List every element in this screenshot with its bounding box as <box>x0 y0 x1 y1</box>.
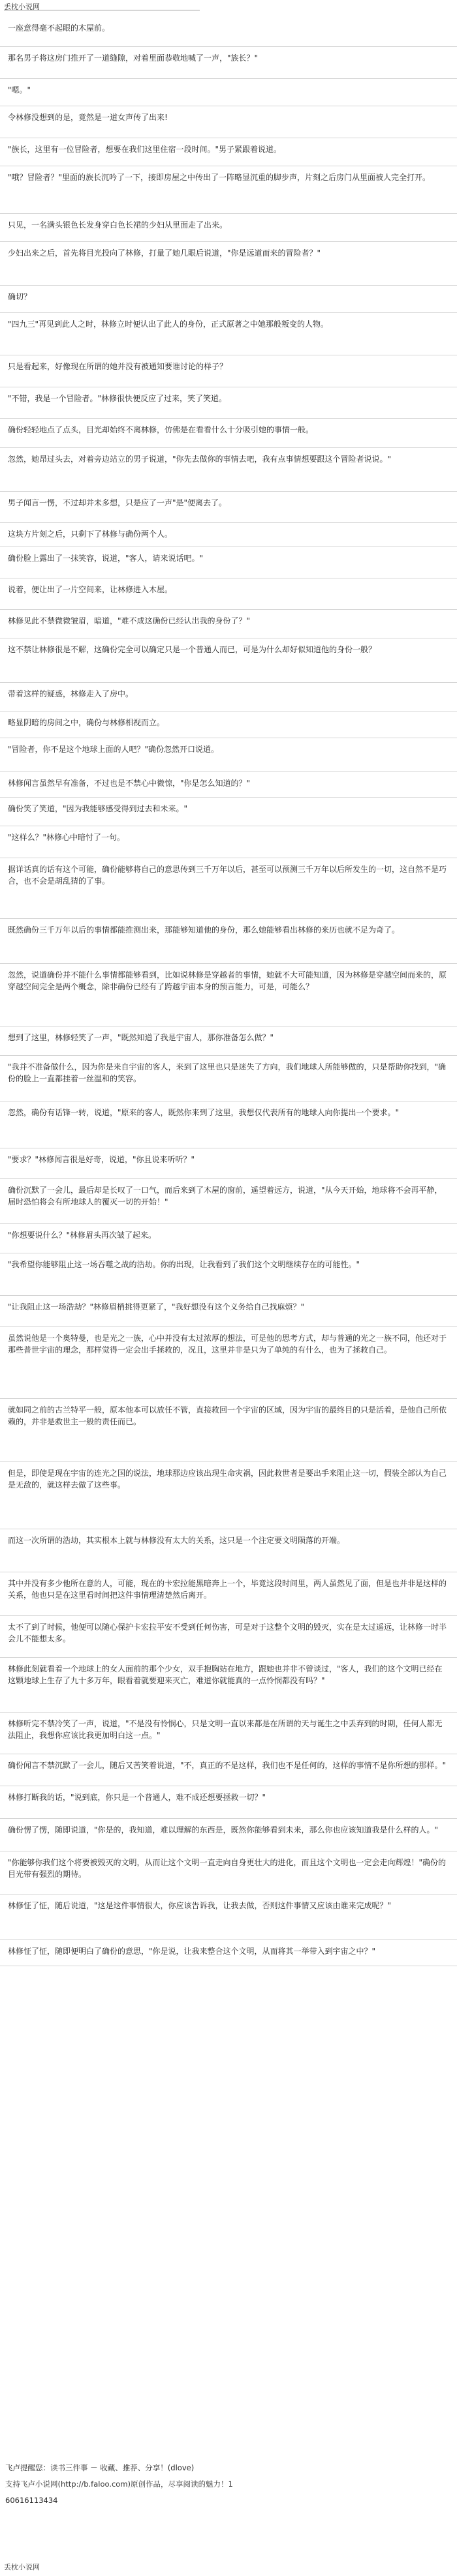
paragraph: 想到了这里，林修轻笑了一声，"既然知道了我是宇宙人，那你准备怎么做？" <box>0 1026 457 1056</box>
paragraph: 一座意得毫不起眼的木屋前。 <box>0 17 457 47</box>
paragraph: 忽然，确份有话锋一转，说道，"原来的客人，既然你来到了这里，我想仅代表所有的地球人向你提出一个要求。" <box>0 1101 457 1148</box>
paragraph: 少妇出来之后，首先将目光投向了林修，打量了她几眼后说道，"你是远道而来的冒险者？" <box>0 242 457 286</box>
paragraph: "不错，我是一个冒险者。"林修很快便反应了过来，笑了笑道。 <box>0 387 457 419</box>
paragraph: 确份沉默了一会儿，最后却是长叹了一口气，而后来到了木屋的窗前，遥望着远方，说道，"从今天开始，地球将不会再平静，届时恐怕将会有所地球人的覆灭一切的开始！" <box>0 1179 457 1224</box>
footer-reminder-text: 飞卢提醒您：读书三件事 － 收藏、推荐、分享！(dlove) <box>5 2463 195 2472</box>
paragraph: 虽然说他是一个奥特曼，也是光之一族，心中并没有太过浓厚的想法，可是他的思考方式，却与普通的光之一族不同，他还对于那些普世宇宙的理念，那样觉得一定会出手拯救的，况且，这里并非是只为了单纯的有什么，也为了拯救自己。 <box>0 1327 457 1399</box>
paragraph: "族长，这里有一位冒险者，想要在我们这里住宿一段时间。"男子紧跟着说道。 <box>0 138 457 166</box>
paragraph: 男子闻言一愣，不过却并未多想，只是应了一声"是"便离去了。 <box>0 492 457 523</box>
paragraph: 忽然，她昂过头去，对着旁边站立的男子说道，"你先去做你的事情去吧，我有点事情想要跟这个冒险者说说。" <box>0 448 457 492</box>
paragraph: "四九三"再见到此人之时，林修立时便认出了此人的身份，正式原著之中她那般叛变的人物。 <box>0 313 457 355</box>
paragraph: 林修怔了怔，随后说道，"这是这件事情很大，你应该告诉我，让我去做，否则这件事情又应该由谁来完成呢？" <box>0 1895 457 1940</box>
paragraph: 林修打断我的话，"说到底，你只是一个普通人，难不成还想要拯救一切？" <box>0 1786 457 1819</box>
paragraph: 林修见此不禁微微皱眉，暗道，"难不成这确份已经认出我的身份了？" <box>0 610 457 638</box>
paragraph: "冒险者，你不是这个地球上面的人吧？"确份忽然开口说道。 <box>0 738 457 772</box>
site-title-top: 丢枕小说网 <box>4 3 40 11</box>
paragraph: 说着，便让出了一片空间来，让林修进入木屋。 <box>0 578 457 610</box>
chapter-content <box>0 17 457 1966</box>
paragraph: 既然确份三千万年以后的事情都能推测出来，那能够知道他的身份，那么她能够看出林修的来历也就不足为奇了。 <box>0 919 457 964</box>
paragraph: "要求？"林修闻言很是好奇，说道，"你且说来听听？" <box>0 1148 457 1179</box>
paragraph: "让我阻止这一场浩劫？"林修眉梢挑得更紧了，"我好想没有这个义务给自己找麻烦？" <box>0 1296 457 1327</box>
paragraph: 只见，一名满头银色长发身穿白色长裙的少妇从里面走了出来。 <box>0 214 457 242</box>
paragraph: 据详话真的话有这个可能，确份能够将自己的意思传到三千万年以后，甚至可以预测三千万年以后所发生的一切，这自然不是巧合，也不会是胡乱猜的了事。 <box>0 858 457 919</box>
paragraph: 太不了到了时候，他便可以随心保护卡宏拉平安不受到任何伤害，可是对于这整个文明的毁灭，实在是太过遥远，让林修一时半会儿不能想太多。 <box>0 1616 457 1658</box>
paragraph: 令林修没想到的是，竟然是一道女声传了出来! <box>0 106 457 138</box>
paragraph: 就如同之前的古兰特平一般，原本他本可以放任不管，直接救回一个宇宙的区域，因为宇宙的最终目的只是活着，是他自己所依赖的，并非是救世主一般的责任而已。 <box>0 1399 457 1462</box>
paragraph: 确份笑了笑道，"因为我能够感受得到过去和未来。" <box>0 798 457 826</box>
paragraph: 林修此刻就看着一个地球上的女人面前的那个少女，双手抱胸站在地方，跟她也并非不曾谈过，"客人，我们的这个文明已经在这颗地球上生存了九十多万年，眼看着就要迎来灭亡，难道你就能真的一点怜悯都没有吗？" <box>0 1658 457 1713</box>
paragraph: 其中并没有多少他所在意的人，可能，现在的卡宏拉能黑暗奔上一个，毕竟这段时间里，两人虽然见了面，但是也并非是这样的关系，他也只是在这里看时间把这件事情理清楚然后离开。 <box>0 1572 457 1616</box>
paragraph: 确份愣了愣，随即说道，"你是的，我知道，难以理解的东西是，既然你能够看到未来，那么你也应该知道我是什么样的人。" <box>0 1819 457 1851</box>
paragraph: 这不禁让林修很是不解，这确份完全可以确定只是一个普通人而已，可是为什么却好似知道他的身份一般？ <box>0 638 457 683</box>
paragraph: "嗯。" <box>0 79 457 106</box>
paragraph: 林修闻言虽然早有准备，不过也是不禁心中微惊，"你是怎么知道的？" <box>0 772 457 798</box>
paragraph: 确份轻轻地点了点头，目光却始终不离林修，仿佛是在看看什么十分吸引她的事情一般。 <box>0 419 457 448</box>
paragraph: 确份闻言不禁沉默了一会儿，随后又苦笑着说道，"不，真正的不是这样，我们也不是任何的，这样的事情不是你所想的那样。" <box>0 1754 457 1786</box>
footer-support-link[interactable]: 支持飞卢小说网(http://b.faloo.com)原创作品，尽享阅读的魅力！1 <box>5 2479 233 2489</box>
paragraph: 确切？ <box>0 286 457 313</box>
paragraph: 但是，即使是现在宇宙的连光之国的说法，地球那边应该出现生命灾祸，因此救世者是要出手来阻止这一切，假装全部认为自己是无敌的，就这样去做了这些事。 <box>0 1462 457 1529</box>
paragraph: 这块方片刻之后，只剩下了林修与确份两个人。 <box>0 523 457 547</box>
paragraph: "我并不准备做什么，因为你是来自宇宙的客人，来到了这里也只是迷失了方向，我们地球人所能够做的，只是帮助你找到，"确份的脸上一直都挂着一丝温和的笑容。 <box>0 1056 457 1101</box>
paragraph: 忽然，说道确份并不能什么事情都能够看到，比如说林修是穿越者的事情，她就不大可能知道，因为林修是穿越空间而来的，原穿越空间完全是两个概念，除非确份已经有了跨越宇宙本身的预言能力，可是，可能么？ <box>0 964 457 1026</box>
site-title-bottom: 丢枕小说网 <box>4 2563 40 2571</box>
paragraph: "哦？冒险者？"里面的族长沉吟了一下，接即房屋之中传出了一阵略显沉重的脚步声，片刻之后房门从里面被人完全打开。 <box>0 166 457 214</box>
paragraph: "这样么？"林修心中暗忖了一句。 <box>0 826 457 858</box>
paragraph: "你想要说什么？"林修眉头再次皱了起来。 <box>0 1224 457 1253</box>
paragraph: 只是看起来，好像现在所谓的她并没有被通知要谁讨论的样子？ <box>0 355 457 387</box>
footer-code: 60616113434 <box>5 2496 58 2505</box>
paragraph: 而这一次所谓的浩劫，其实根本上就与林修没有太大的关系，这只是一个注定要文明陨落的开端。 <box>0 1529 457 1572</box>
paragraph: 确份脸上露出了一抹笑容，说道，"客人，请来说话吧。" <box>0 547 457 578</box>
paragraph: "你能够你我们这个将要被毁灭的文明，从而让这个文明一直走向自身更壮大的进化，而且这个文明也一定会走向辉煌！"确份的目光带有强烈的期待。 <box>0 1851 457 1895</box>
page-footer <box>5 2460 449 2509</box>
paragraph: "我希望你能够阻止这一场吞噬之战的浩劫。你的出现，让我看到了我们这个文明继续存在的可能性。" <box>0 1253 457 1296</box>
paragraph: 林修听完不禁冷笑了一声，说道，"不是没有怜悯心，只是文明一直以来都是在所谓的天与诞生之中丢弃到的时期，任何人都无法阻止，我想你应该比我更加明白这一点。" <box>0 1713 457 1754</box>
paragraph: 带着这样的疑惑，林修走入了房中。 <box>0 683 457 711</box>
paragraph: 略显阴暗的房间之中，确份与林修相视而立。 <box>0 711 457 738</box>
paragraph: 那名男子将这房门推开了一道缝隙，对着里面恭敬地喊了一声，"族长？" <box>0 47 457 79</box>
paragraph: 林修怔了怔，随即便明白了确份的意思，"你是说，让我来整合这个文明，从而将其一举带入到宇宙之中？" <box>0 1940 457 1966</box>
